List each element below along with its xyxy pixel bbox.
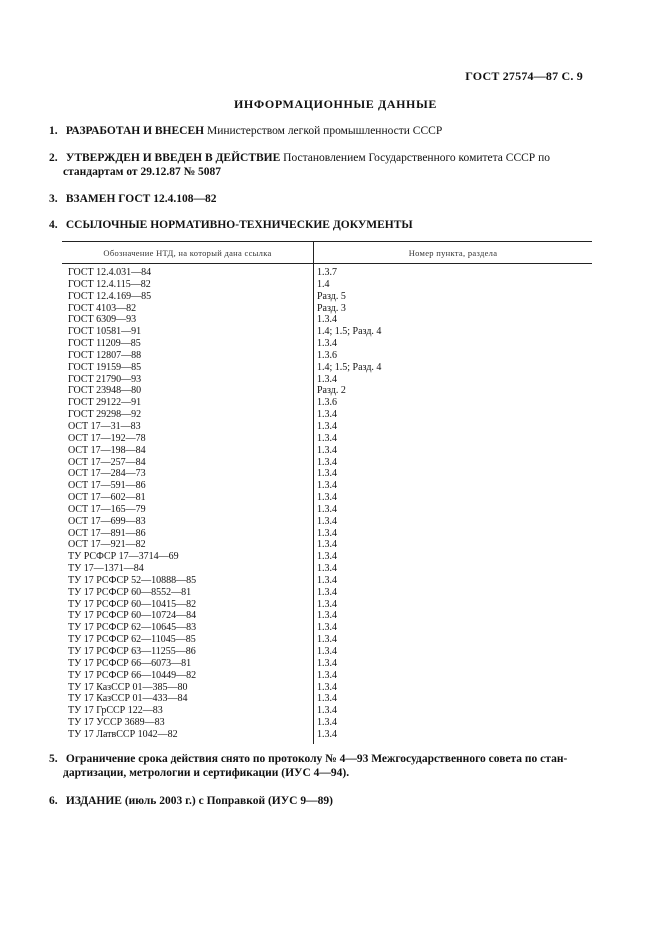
- table-row: [62, 303, 592, 315]
- cell-document: ТУ 17 ГрССР 122—83: [62, 705, 314, 717]
- section-5: [49, 752, 589, 780]
- table-row: [62, 350, 592, 362]
- cell-document: ГОСТ 6309—93: [62, 314, 314, 326]
- table-row: [62, 551, 592, 563]
- cell-clause: 1.3.6: [317, 397, 337, 409]
- table-row: [62, 729, 592, 744]
- table-row: [62, 445, 592, 457]
- cell-document: ГОСТ 23948—80: [62, 385, 314, 397]
- cell-clause: 1.3.4: [317, 314, 337, 326]
- table-row: [62, 634, 592, 646]
- table-row: [62, 291, 592, 303]
- table-row: [62, 385, 592, 397]
- cell-clause: 1.3.4: [317, 503, 337, 515]
- table-row: [62, 539, 592, 551]
- cell-clause: 1.3.4: [317, 728, 337, 740]
- cell-document: ГОСТ 12.4.031—84: [62, 264, 314, 279]
- cell-clause: Разд. 5: [317, 290, 346, 302]
- table-body: [62, 264, 592, 744]
- section-4: [49, 218, 589, 232]
- table-row: [62, 397, 592, 409]
- cell-document: ТУ 17 РСФСР 66—6073—81: [62, 658, 314, 670]
- table-row: [62, 670, 592, 682]
- table-row: [62, 528, 592, 540]
- cell-document: ТУ 17 КазССР 01—385—80: [62, 682, 314, 694]
- cell-document: ТУ 17 РСФСР 63—11255—86: [62, 646, 314, 658]
- table-row: [62, 646, 592, 658]
- cell-clause: 1.3.4: [317, 456, 337, 468]
- cell-clause: 1.3.4: [317, 527, 337, 539]
- cell-document: ОСТ 17—591—86: [62, 480, 314, 492]
- cell-clause: 1.3.4: [317, 610, 337, 622]
- cell-document: ТУ 17 РСФСР 60—10415—82: [62, 599, 314, 611]
- cell-document: ТУ 17 РСФСР 62—10645—83: [62, 622, 314, 634]
- table-row: [62, 314, 592, 326]
- cell-document: ГОСТ 10581—91: [62, 326, 314, 338]
- table-row: [62, 563, 592, 575]
- section-1: [49, 124, 589, 138]
- references-table: [62, 241, 592, 744]
- section-text-continuation: стандартам от 29.12.87 № 5087: [63, 166, 222, 178]
- section-heading: УТВЕРЖДЕН И ВВЕДЕН В ДЕЙСТВИЕ: [65, 152, 281, 164]
- table-row: [62, 705, 592, 717]
- cell-document: ТУ 17 РСФСР 66—10449—82: [62, 670, 314, 682]
- cell-document: ТУ 17 РСФСР 60—10724—84: [62, 610, 314, 622]
- cell-clause: 1.3.4: [317, 598, 337, 610]
- table-row: [62, 421, 592, 433]
- section-heading: ВЗАМЕН ГОСТ 12.4.108—82: [65, 193, 217, 205]
- cell-document: ОСТ 17—198—84: [62, 445, 314, 457]
- cell-document: ОСТ 17—921—82: [62, 539, 314, 551]
- cell-clause: 1.4; 1.5; Разд. 4: [317, 361, 382, 373]
- cell-clause: 1.3.4: [317, 468, 337, 480]
- section-number: 3.: [49, 193, 58, 205]
- table-row: [62, 504, 592, 516]
- cell-document: ГОСТ 12.4.115—82: [62, 279, 314, 291]
- cell-clause: 1.3.4: [317, 622, 337, 634]
- cell-clause: 1.3.4: [317, 574, 337, 586]
- cell-document: ТУ 17 РСФСР 52—10888—85: [62, 575, 314, 587]
- cell-clause: 1.3.4: [317, 539, 337, 551]
- cell-clause: 1.3.4: [317, 373, 337, 385]
- cell-document: ГОСТ 29122—91: [62, 397, 314, 409]
- cell-clause: 1.3.4: [317, 420, 337, 432]
- cell-clause: Разд. 3: [317, 302, 346, 314]
- cell-clause: 1.3.4: [317, 681, 337, 693]
- cell-clause: 1.3.4: [317, 634, 337, 646]
- column-header-clause: Номер пункта, раздела: [314, 242, 593, 264]
- section-text: Постановлением Государственного комитета СССР по: [280, 152, 550, 164]
- section-number: 6.: [49, 795, 58, 807]
- cell-document: ТУ 17 УССР 3689—83: [62, 717, 314, 729]
- cell-clause: 1.3.4: [317, 586, 337, 598]
- cell-clause: 1.3.4: [317, 717, 337, 729]
- table-row: [62, 587, 592, 599]
- cell-document: ОСТ 17—891—86: [62, 528, 314, 540]
- cell-document: ТУ РСФСР 17—3714—69: [62, 551, 314, 563]
- table-row: [62, 717, 592, 729]
- table-header-row: [62, 242, 592, 264]
- table-row: [62, 622, 592, 634]
- table-row: [62, 457, 592, 469]
- cell-document: ТУ 17 КазССР 01—433—84: [62, 693, 314, 705]
- cell-clause: Разд. 2: [317, 385, 346, 397]
- table-row: [62, 279, 592, 291]
- cell-clause: 1.3.4: [317, 563, 337, 575]
- page-title: ИНФОРМАЦИОННЫЕ ДАННЫЕ: [234, 97, 437, 111]
- cell-document: ТУ 17 РСФСР 62—11045—85: [62, 634, 314, 646]
- cell-document: ГОСТ 4103—82: [62, 303, 314, 315]
- cell-document: ГОСТ 11209—85: [62, 338, 314, 350]
- cell-clause: 1.3.4: [317, 515, 337, 527]
- table-row: [62, 468, 592, 480]
- table-row: [62, 374, 592, 386]
- table-row: [62, 599, 592, 611]
- cell-clause: 1.3.4: [317, 669, 337, 681]
- section-text: Министерством легкой промышленности СССР: [204, 125, 443, 137]
- table-row: [62, 338, 592, 350]
- cell-clause: 1.3.4: [317, 409, 337, 421]
- table-row: [62, 682, 592, 694]
- table-row: [62, 610, 592, 622]
- cell-clause: 1.3.6: [317, 349, 337, 361]
- section-text-continuation: дартизации, метрологии и сертификации (ИУС 4—94).: [63, 767, 350, 779]
- cell-clause: 1.4; 1.5; Разд. 4: [317, 326, 382, 338]
- cell-document: ГОСТ 21790—93: [62, 374, 314, 386]
- section-heading: ИЗДАНИЕ: [65, 795, 122, 807]
- table-row: [62, 362, 592, 374]
- cell-document: ТУ 17 ЛатвССР 1042—82: [62, 729, 314, 744]
- cell-clause: 1.3.4: [317, 492, 337, 504]
- section-2: [49, 151, 589, 179]
- table-row: [62, 516, 592, 528]
- cell-document: ОСТ 17—165—79: [62, 504, 314, 516]
- cell-document: ГОСТ 12807—88: [62, 350, 314, 362]
- cell-clause: 1.3.4: [317, 338, 337, 350]
- section-6: [49, 794, 589, 808]
- section-number: 2.: [49, 152, 58, 164]
- table-row: [62, 575, 592, 587]
- cell-clause: 1.3.4: [317, 693, 337, 705]
- cell-clause: 1.3.4: [317, 432, 337, 444]
- cell-document: ТУ 17—1371—84: [62, 563, 314, 575]
- cell-clause: 1.3.4: [317, 444, 337, 456]
- section-3: [49, 192, 589, 206]
- column-header-document: Обозначение НТД, на который дана ссылка: [62, 242, 314, 264]
- cell-document: ГОСТ 29298—92: [62, 409, 314, 421]
- section-text: Ограничение срока действия снято по протоколу № 4—93 Межгосударственного совета по стан-: [65, 753, 568, 765]
- cell-document: ОСТ 17—602—81: [62, 492, 314, 504]
- cell-document: ТУ 17 РСФСР 60—8552—81: [62, 587, 314, 599]
- table-row: [62, 409, 592, 421]
- cell-document: ГОСТ 12.4.169—85: [62, 291, 314, 303]
- cell-document: ОСТ 17—699—83: [62, 516, 314, 528]
- cell-clause: 1.3.7: [317, 267, 337, 278]
- table-row: [62, 693, 592, 705]
- table-row: [62, 326, 592, 338]
- table-row: [62, 658, 592, 670]
- cell-clause: 1.3.4: [317, 551, 337, 563]
- table-row: [62, 480, 592, 492]
- section-number: 4.: [49, 219, 58, 231]
- section-number: 5.: [49, 753, 58, 765]
- table-row: [62, 492, 592, 504]
- table-row: [62, 264, 592, 279]
- cell-document: ОСТ 17—257—84: [62, 457, 314, 469]
- section-text: (июль 2003 г.) с Поправкой (ИУС 9—89): [121, 795, 333, 807]
- section-heading: ССЫЛОЧНЫЕ НОРМАТИВНО-ТЕХНИЧЕСКИЕ ДОКУМЕНТЫ: [65, 219, 413, 231]
- cell-clause: 1.3.4: [317, 646, 337, 657]
- section-number: 1.: [49, 125, 58, 137]
- cell-document: ОСТ 17—31—83: [62, 421, 314, 433]
- cell-document: ГОСТ 19159—85: [62, 362, 314, 374]
- section-heading: РАЗРАБОТАН И ВНЕСЕН: [65, 125, 205, 137]
- cell-clause: 1.3.4: [317, 705, 337, 717]
- cell-document: ОСТ 17—284—73: [62, 468, 314, 480]
- cell-clause: 1.3.4: [317, 657, 337, 669]
- cell-document: ОСТ 17—192—78: [62, 433, 314, 445]
- table-row: [62, 433, 592, 445]
- cell-clause: 1.3.4: [317, 480, 337, 492]
- page-header: ГОСТ 27574—87 С. 9: [465, 69, 583, 83]
- cell-clause: 1.4: [317, 278, 330, 290]
